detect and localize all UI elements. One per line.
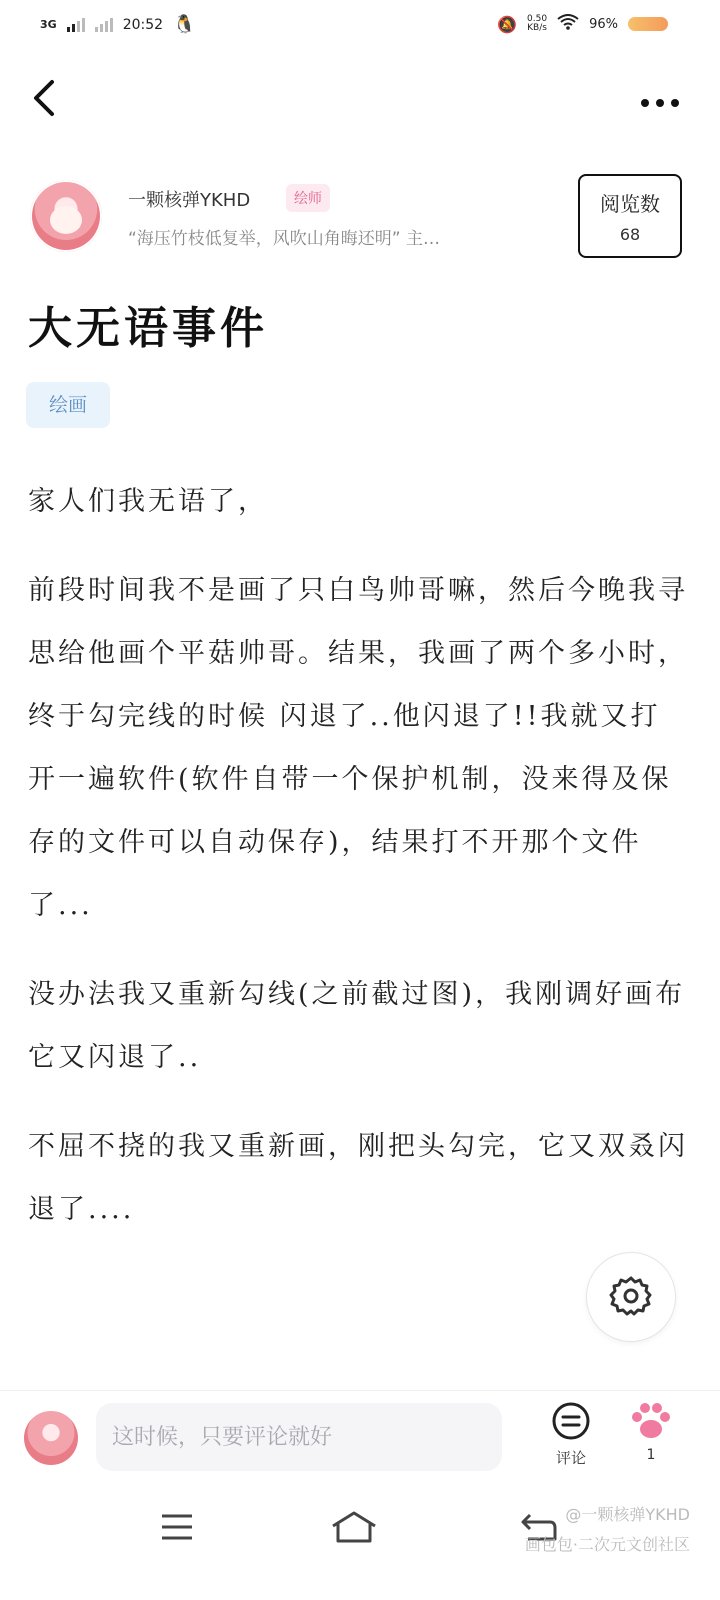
watermark-site: 画包包·二次元文创社区: [524, 1535, 690, 1554]
comment-label: 评论: [555, 1449, 586, 1467]
system-nav-bar: [0, 1492, 720, 1600]
author-avatar[interactable]: [30, 180, 102, 252]
status-left: [40, 14, 195, 35]
qq-icon: 🐧: [173, 14, 196, 35]
wifi-icon: [557, 14, 579, 34]
network-type: 3G: [40, 18, 57, 31]
paw-icon: [629, 1401, 673, 1441]
paw-like-button[interactable]: [628, 1401, 674, 1463]
back-button[interactable]: [30, 78, 70, 118]
home-button[interactable]: [330, 1510, 378, 1548]
signal-icon-2: [95, 18, 113, 32]
comment-bar: [0, 1390, 720, 1491]
post-tag[interactable]: 绘画: [26, 382, 110, 428]
signal-icon: [67, 18, 85, 32]
recent-apps-button[interactable]: [160, 1512, 194, 1546]
battery-icon: [628, 17, 668, 31]
views-count: 68: [619, 225, 641, 244]
comment-button[interactable]: [548, 1401, 594, 1468]
comment-input[interactable]: [96, 1403, 502, 1471]
home-icon: [330, 1510, 378, 1544]
net-speed: [527, 15, 547, 33]
top-bar: [0, 64, 720, 140]
author-row: [30, 176, 690, 266]
paragraph: 家人们我无语了，: [28, 486, 268, 517]
comment-icon: [551, 1401, 591, 1441]
gear-icon: [609, 1275, 653, 1319]
paragraph: 不屈不挠的我又重新画，刚把头勾完，它又双叒闪退了....: [28, 1131, 688, 1225]
views-box: [578, 174, 682, 258]
author-quote: “海压竹枝低复举，风吹山角晦还明” 主…: [128, 229, 441, 249]
user-avatar[interactable]: [24, 1411, 78, 1465]
battery-level: 96%: [589, 16, 618, 32]
more-dots-icon: [640, 98, 680, 108]
post-title: 大无语事件: [28, 303, 268, 354]
paragraph: 没办法我又重新勾线(之前截过图)，我刚调好画布 它又闪退了..: [28, 979, 686, 1073]
chevron-left-icon: [30, 78, 60, 118]
net-speed-unit: KB/s: [527, 23, 547, 33]
views-label: 阅览数: [600, 192, 660, 216]
clock: 20:52: [122, 16, 164, 33]
author-badge: 绘师: [286, 184, 330, 212]
post-body: [28, 470, 688, 1267]
settings-button[interactable]: [586, 1252, 676, 1342]
author-name[interactable]: 一颗核弹YKHD: [128, 190, 251, 211]
status-bar: [0, 0, 720, 52]
mute-bell-icon: 🔕: [497, 14, 518, 34]
watermark-author: @一颗核弹YKHD: [565, 1505, 690, 1524]
menu-icon: [160, 1512, 194, 1542]
paragraph: 前段时间我不是画了只白鸟帅哥嘛，然后今晚我寻思给他画个平菇帅哥。结果，我画了两个多小时，终于勾完线的时候 闪退了..他闪退了!!我就又打开一遍软件(软件自带一个保护机制，没来得及保存的文件可以自动保存)，结果打不开那个文件了...: [28, 575, 688, 921]
more-button[interactable]: [640, 84, 680, 114]
status-right: [497, 14, 668, 34]
net-speed-value: 0.50: [527, 14, 548, 24]
paw-count: 1: [646, 1447, 656, 1463]
